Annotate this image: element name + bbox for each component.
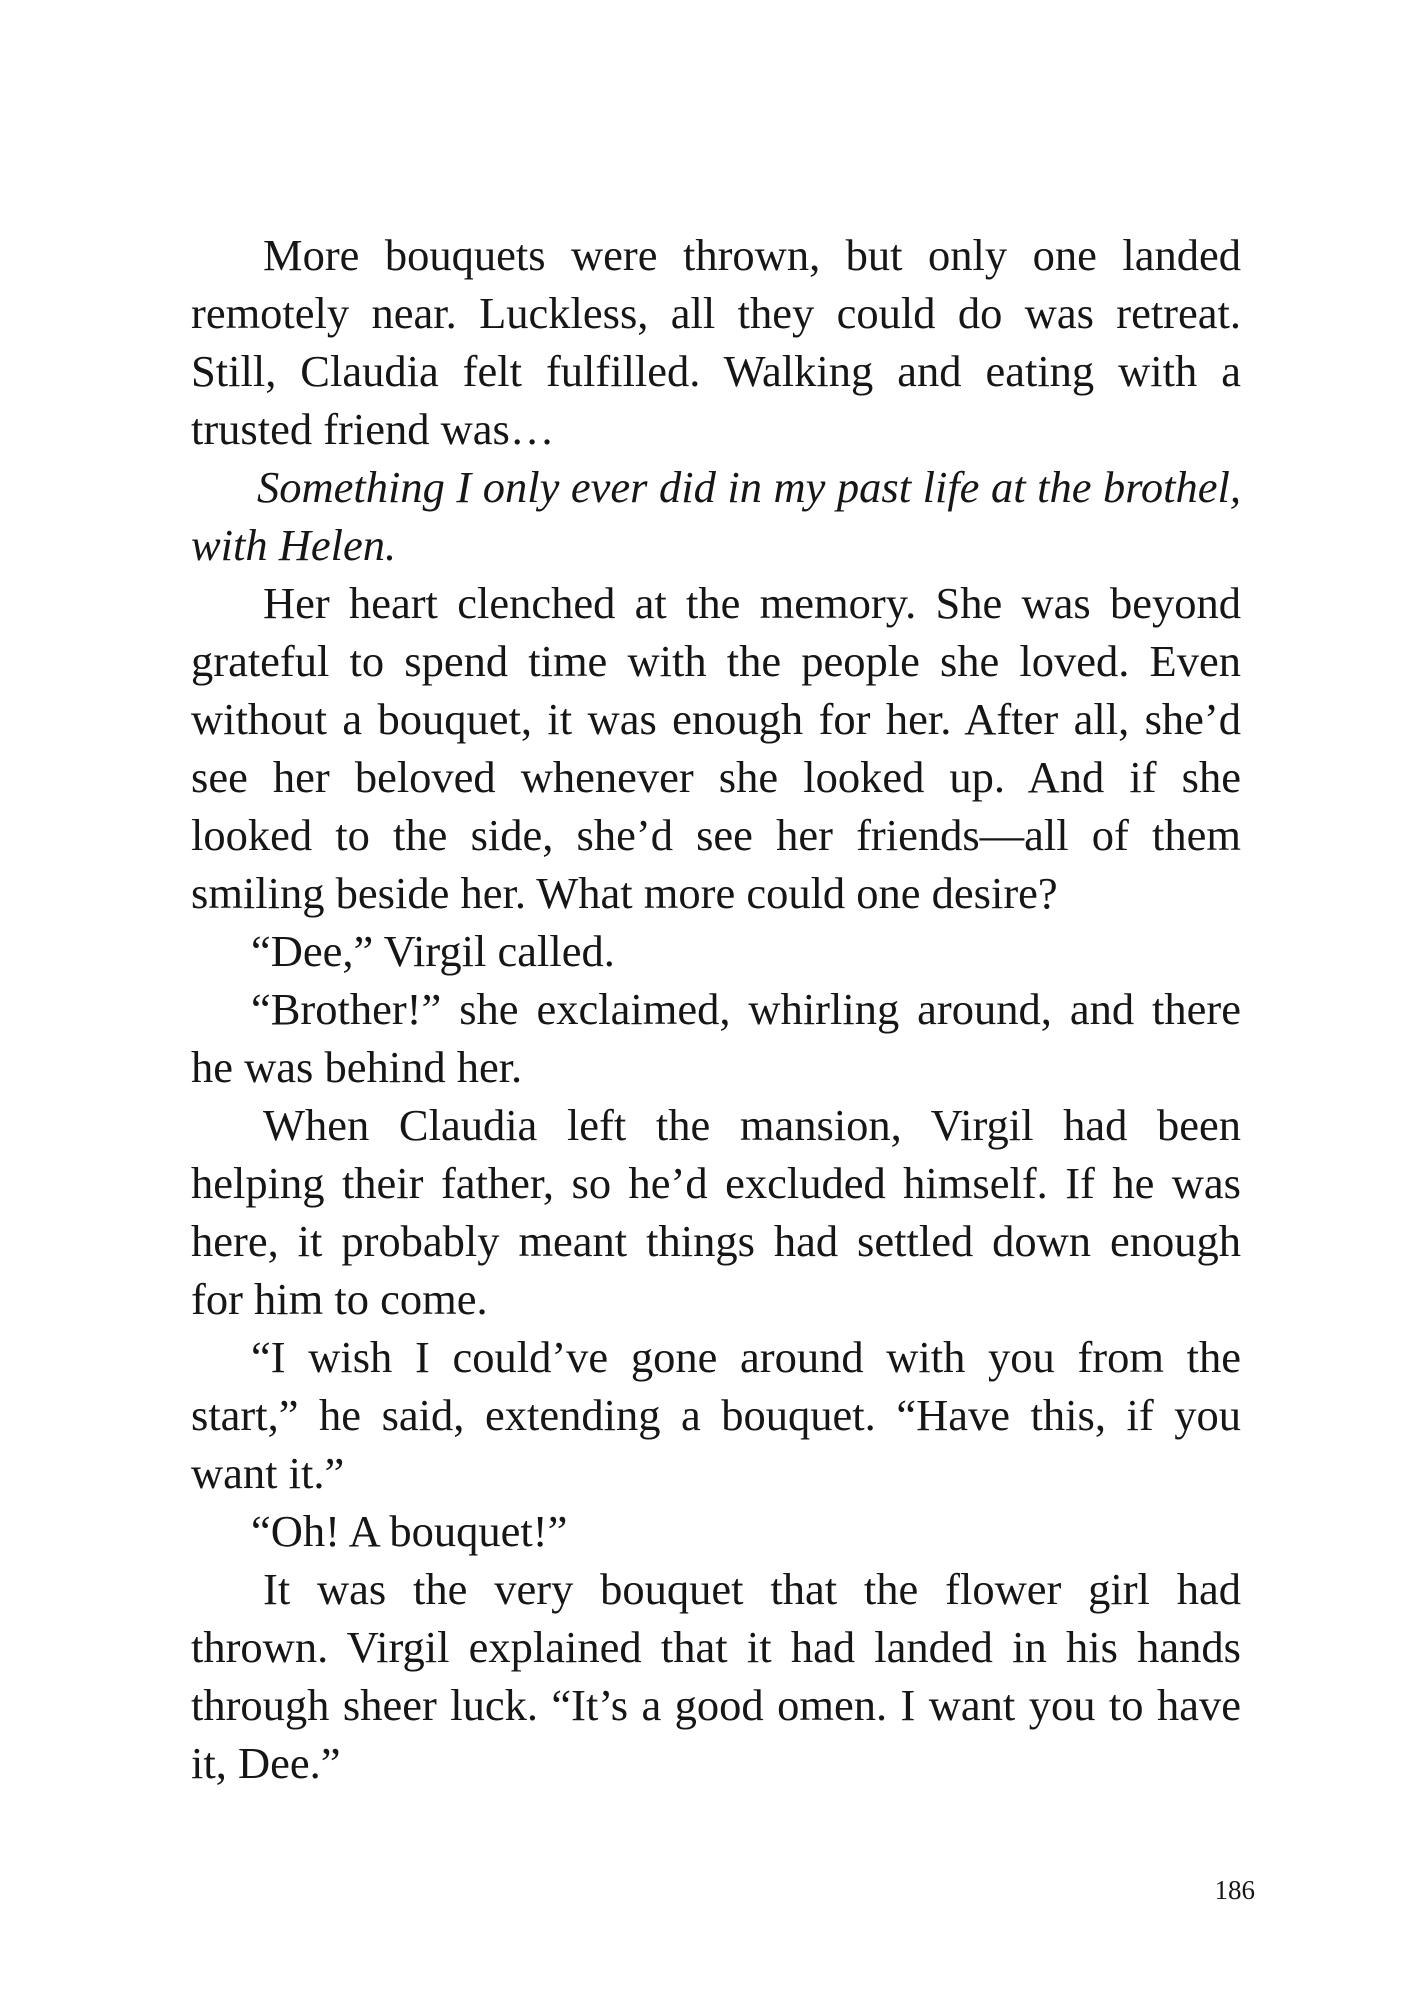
paragraph-heart-clenched: Her heart clenched at the memory. She was beyond grateful to spend time with the people she loved. Even without a bouquet, it was enough for her. After all, she’d see her beloved whenever she looked up. And if she looked to the side, she’d see her friends—all of them smiling beside her. What more could one desire? [191,578,1241,918]
paragraph-virgil-called: “Dee,” Virgil called. [251,926,615,976]
paragraph-left-mansion: When Claudia left the mansion, Virgil had been helping their father, so he’d excluded himself. If he was here, it probably meant things had settled down enough for him to come. [191,1100,1241,1324]
paragraph-brother-exclaimed: “Brother!” she exclaimed, whirling around, and there he was behind her. [191,984,1241,1092]
paragraph-oh-bouquet: “Oh! A bouquet!” [251,1506,568,1556]
body-text [191,226,1241,1792]
paragraph-good-omen: It was the very bouquet that the flower girl had thrown. Virgil explained that it had landed in his hands through sheer luck. “It’s a good omen. I want you to have it, Dee.” [191,1564,1241,1788]
page-number: 186 [1214,1875,1255,1905]
paragraph-inner-thought: Something I only ever did in my past life at the brothel, with Helen. [191,462,1241,570]
paragraph-wish-gone-around: “I wish I could’ve gone around with you from the start,” he said, extending a bouquet. “Have this, if you want it.” [191,1332,1241,1498]
paragraph-bouquets-thrown: More bouquets were thrown, but only one landed remotely near. Luckless, all they could do was retreat. Still, Claudia felt fulfilled. Walking and eating with a trusted friend was… [191,230,1241,454]
